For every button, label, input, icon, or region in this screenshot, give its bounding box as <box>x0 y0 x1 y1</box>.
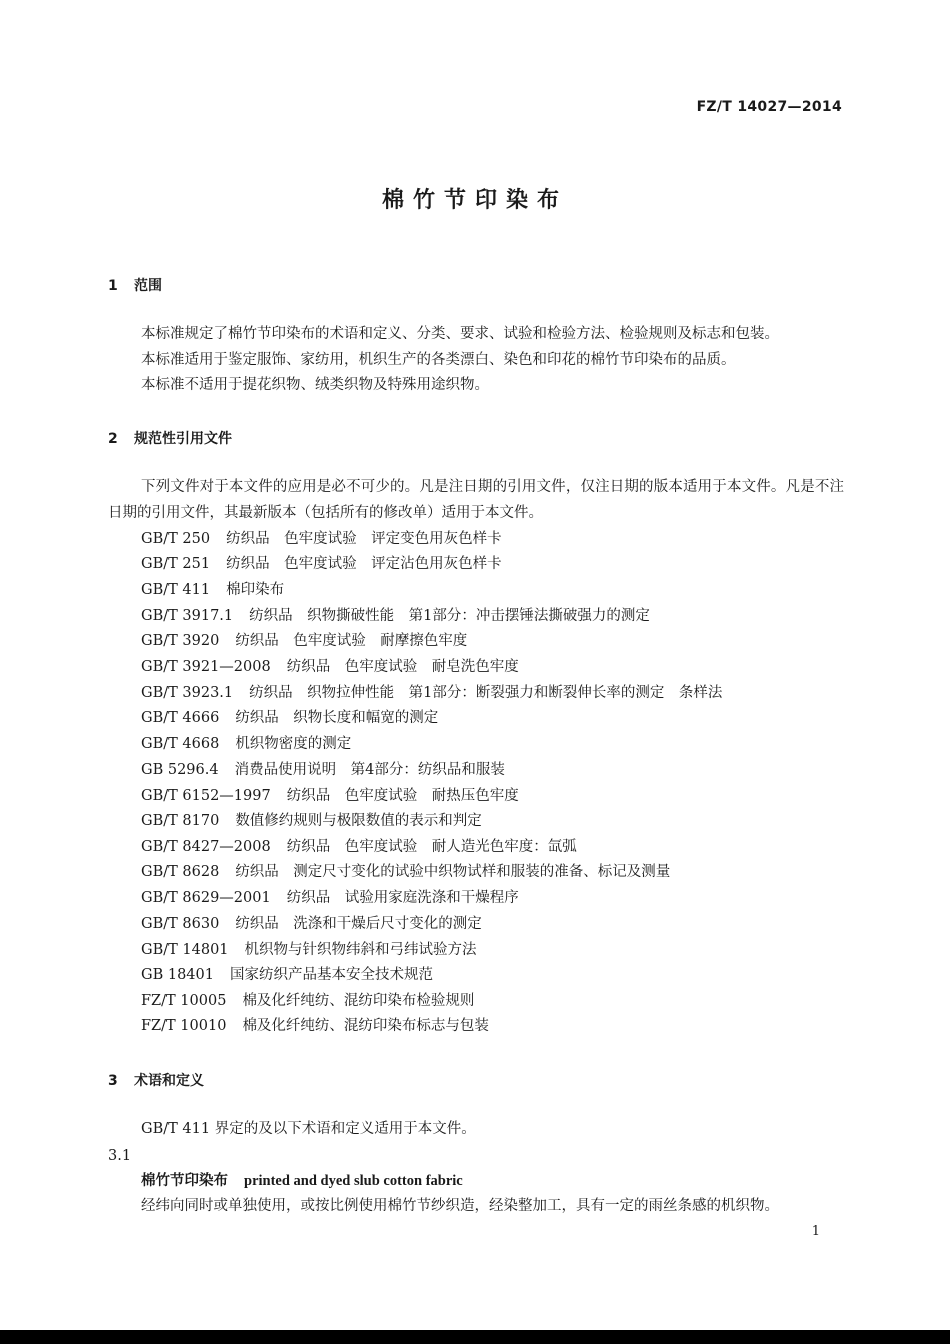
reference-code: GB/T 4668 <box>141 736 220 752</box>
term-chinese: 棉竹节印染布 <box>141 1173 228 1189</box>
page-bottom-bar <box>0 1330 950 1344</box>
reference-title: 纺织品 色牢度试验 评定变色用灰色样卡 <box>226 531 502 547</box>
reference-title: 纺织品 色牢度试验 耐人造光色牢度：氙弧 <box>286 839 577 855</box>
reference-title: 棉及化纤纯纺、混纺印染布检验规则 <box>242 993 475 1009</box>
section-1-line: 本标准适用于鉴定服饰、家纺用，机织生产的各类漂白、染色和印花的棉竹节印染布的品质。 <box>141 352 736 368</box>
reference-item <box>141 554 502 574</box>
reference-code: GB/T 8427—2008 <box>141 839 271 855</box>
term-english: printed and dyed slub cotton fabric <box>244 1173 463 1189</box>
reference-item <box>141 914 482 934</box>
term-entry <box>141 1171 463 1191</box>
reference-title: 国家纺织产品基本安全技术规范 <box>229 967 433 983</box>
reference-code: GB/T 250 <box>141 531 211 547</box>
reference-item <box>141 965 433 985</box>
reference-item <box>141 683 722 703</box>
section-1-line: 本标准不适用于提花织物、绒类织物及特殊用途织物。 <box>141 377 489 393</box>
reference-item <box>141 708 438 728</box>
section-3-intro: GB/T 411 界定的及以下术语和定义适用于本文件。 <box>141 1121 476 1137</box>
reference-item <box>141 734 351 754</box>
reference-title: 纺织品 色牢度试验 评定沾色用灰色样卡 <box>226 556 502 572</box>
section-title: 规范性引用文件 <box>134 431 232 447</box>
section-number: 1 <box>108 278 118 294</box>
reference-code: FZ/T 10010 <box>141 1018 227 1034</box>
reference-item <box>141 786 519 806</box>
reference-code: FZ/T 10005 <box>141 993 227 1009</box>
reference-item <box>141 631 467 651</box>
reference-title: 纺织品 测定尺寸变化的试验中织物试样和服装的准备、标记及测量 <box>235 864 671 880</box>
reference-item <box>141 1016 489 1036</box>
reference-item <box>141 760 505 780</box>
section-1-heading <box>108 275 162 295</box>
reference-title: 纺织品 色牢度试验 耐热压色牢度 <box>286 788 519 804</box>
section-2-intro: 下列文件对于本文件的应用是必不可少的。凡是注日期的引用文件，仅注日期的版本适用于本文件。凡是不注日期的引用文件，其最新版本（包括所有的修改单）适用于本文件。 <box>108 479 844 521</box>
reference-title: 纺织品 色牢度试验 耐皂洗色牢度 <box>286 659 519 675</box>
standard-code: FZ/T 14027—2014 <box>696 99 842 115</box>
reference-code: GB/T 8630 <box>141 916 220 932</box>
reference-title: 数值修约规则与极限数值的表示和判定 <box>235 813 482 829</box>
reference-title: 机织物密度的测定 <box>235 736 352 752</box>
reference-title: 消费品使用说明 第4部分：纺织品和服装 <box>234 762 505 778</box>
reference-title: 纺织品 织物拉伸性能 第1部分：断裂强力和断裂伸长率的测定 条样法 <box>249 685 723 701</box>
document-title: 棉竹节印染布 <box>381 188 568 213</box>
reference-item <box>141 657 519 677</box>
reference-code: GB/T 3917.1 <box>141 608 234 624</box>
reference-item <box>141 580 284 600</box>
reference-code: GB/T 8628 <box>141 864 220 880</box>
reference-code: GB/T 3920 <box>141 633 220 649</box>
reference-title: 棉及化纤纯纺、混纺印染布标志与包装 <box>242 1018 489 1034</box>
section-title: 术语和定义 <box>134 1073 204 1089</box>
reference-code: GB/T 251 <box>141 556 211 572</box>
reference-code: GB 5296.4 <box>141 762 219 778</box>
reference-item <box>141 991 474 1011</box>
reference-code: GB/T 6152—1997 <box>141 788 271 804</box>
reference-code: GB/T 8629—2001 <box>141 890 271 906</box>
reference-code: GB/T 3921—2008 <box>141 659 271 675</box>
reference-title: 纺织品 洗涤和干燥后尺寸变化的测定 <box>235 916 482 932</box>
section-number: 3 <box>108 1073 118 1089</box>
reference-title: 机织物与针织物纬斜和弓纬试验方法 <box>244 942 477 958</box>
term-definition: 经纬向同时或单独使用，或按比例使用棉竹节纱织造，经染整加工，具有一定的雨丝条感的机织物。 <box>141 1198 779 1214</box>
section-number: 2 <box>108 431 118 447</box>
reference-item <box>141 811 482 831</box>
reference-item <box>141 529 502 549</box>
reference-code: GB/T 411 <box>141 582 211 598</box>
reference-item <box>141 837 577 857</box>
reference-title: 棉印染布 <box>226 582 285 598</box>
reference-title: 纺织品 织物长度和幅宽的测定 <box>235 710 439 726</box>
reference-title: 纺织品 织物撕破性能 第1部分：冲击摆锤法撕破强力的测定 <box>249 608 650 624</box>
reference-code: GB/T 4666 <box>141 710 220 726</box>
section-1-line: 本标准规定了棉竹节印染布的术语和定义、分类、要求、试验和检验方法、检验规则及标志和包装。 <box>141 326 779 342</box>
page-number: 1 <box>811 1224 820 1239</box>
section-title: 范围 <box>134 278 162 294</box>
reference-title: 纺织品 色牢度试验 耐摩擦色牢度 <box>235 633 468 649</box>
reference-code: GB/T 8170 <box>141 813 220 829</box>
reference-code: GB/T 14801 <box>141 942 229 958</box>
reference-code: GB/T 3923.1 <box>141 685 234 701</box>
reference-item <box>141 862 670 882</box>
reference-code: GB 18401 <box>141 967 214 983</box>
reference-item <box>141 606 650 626</box>
subclause-number: 3.1 <box>108 1148 132 1164</box>
section-2-heading <box>108 428 232 448</box>
reference-item <box>141 940 477 960</box>
reference-item <box>141 888 519 908</box>
section-3-heading <box>108 1070 204 1090</box>
reference-title: 纺织品 试验用家庭洗涤和干燥程序 <box>286 890 519 906</box>
